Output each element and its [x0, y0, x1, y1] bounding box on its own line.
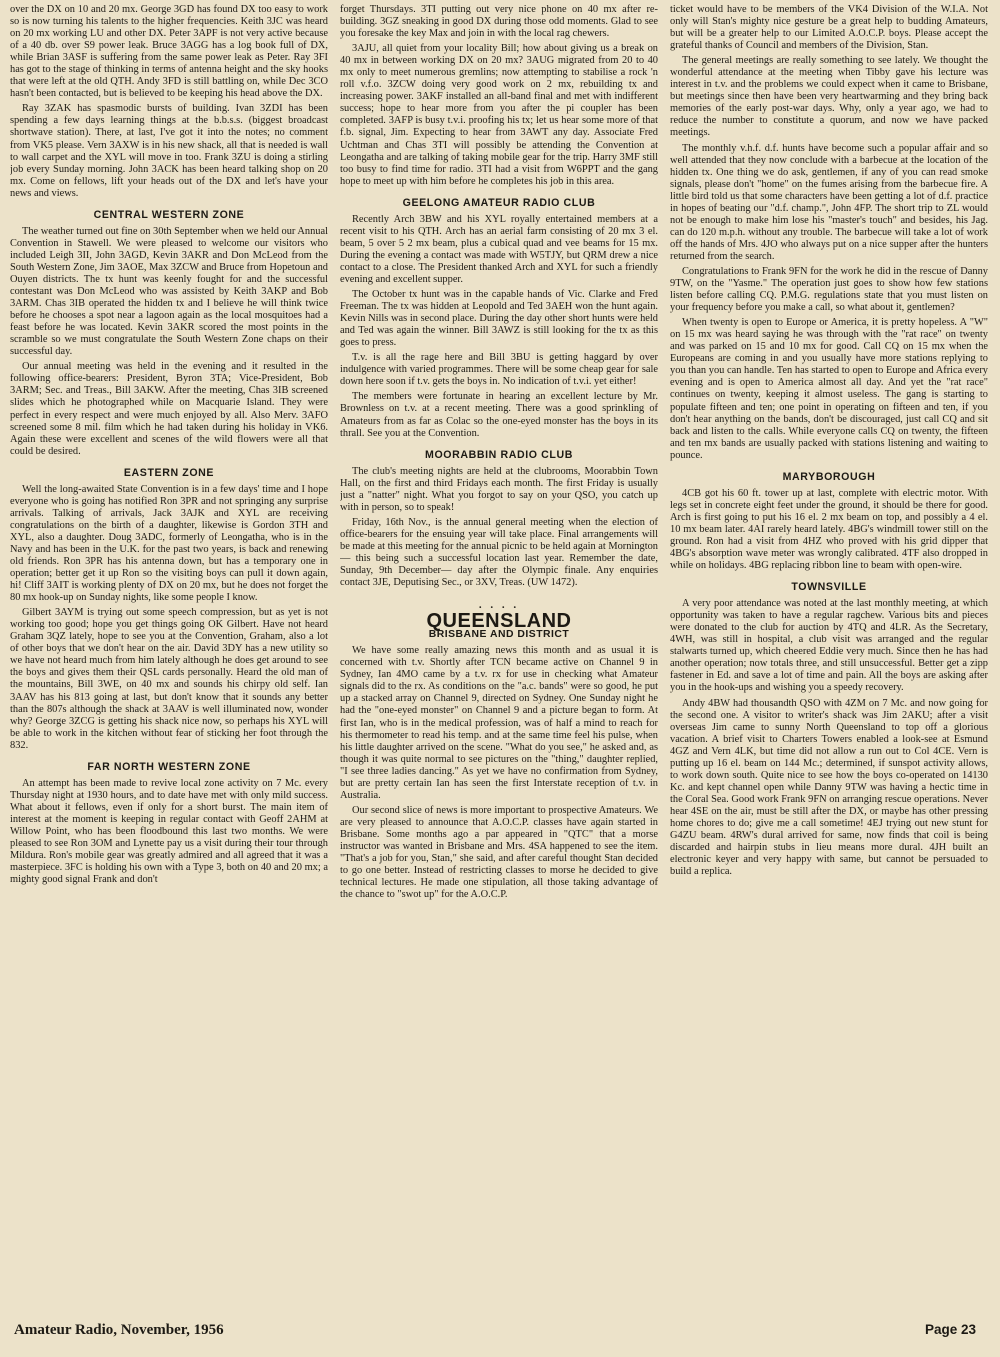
column-1 [10, 4, 328, 1304]
paragraph: Well the long-awaited State Convention is in a few days' time and I hope everyone who is going has notified Ron 3PR and not springing any surprise arrivals. Talking of arrivals, Jack 3AJK and XYL are receiving congratulations on the birth of a daughter, likewise is Gordon 3TH and XYL, also a daughter. Doug 3ADC, formerly of Leongatha, who is in the Navy and has been in the U.K. for the past two years, is back and renewing old friends. Ron 3PR has his antenna down, but has a temporary one in operation; better get it up Ron so the visiting boys can pull it down again, hi! Cliff 3AIT is working plenty of DX on 20 mx, but he does not forget the 80 mx hook-up on Sunday nights, like some people I know. [10, 483, 328, 604]
paragraph: Andy 4BW had thousandth QSO with 4ZM on 7 Mc. and now going for the second one. A visitor to writer's shack was Jim 2AKU; after a visit overseas Jim came to sunny North Queensland to top off a glorious vacation. A brief visit to Charters Towers enabled a look-see at Esmund 4GZ and Vern 4LK, but time did not allow a run out to Col 4CE. Vern is putting up 16 el. beam on 144 Mc.; determined, if sunspot activity allows, to work down south. Quite nice to see how the boys co-operated on 14130 Kc. and kept channel open while Danny 9TW was having a hectic time in the Coral Sea. Good work Frank 9FN on arranging rescue operations. Never hear 4SE on the air, must be still after the DX, or maybe has other pressing home chores to do; give me a call sometime! 4EJ trying out new stunt for G4ZU beam. 4RW's dural arrived for same, now finds that coil is being discarded and hairpin stubs in lieu means more dural. 4JH built an electronic keyer and very happy with same, but cannot be persuaded to build a replica. [670, 697, 988, 878]
subheading-brisbane-and-district: BRISBANE AND DISTRICT [428, 629, 570, 641]
paragraph: Gilbert 3AYM is trying out some speech compression, but as yet is not working too good; hope you get things going OK Gilbert. Have not heard Graham 3QZ lately, hope to see you at the Convention, Graham, also a lot of other boys that we don't hear on the air. David 3DY has a new utility so we have not heard much from him lately although he does get around to see the boys and gives them their QSL cards personally. Heard the old man of the mountains, Bill 3WE, on 40 mx and sounds his chirpy old self. Ian 3AAV has his 813 going at last, but don't know that it sounds any better than the 807s although the shack at 3AAV is well illuminated now, wonder why? George 3ZCG is getting his shack nice now, so perhaps his XYL will be able to work in the kitchen without fear of sticking her foot through the 832. [10, 607, 328, 751]
paragraph: Our annual meeting was held in the evening and it resulted in the following office-bearers: President, Byron 3TA; Vice-President, Bob 3ARM; Sec. and Treas., Bill 3AKW. After the meeting, Chas 3IB screened slides which he photographed while on Macquarie Island. They were perfect in every respect and were much enjoyed by all. Also Merv. 3AFO screened some 8 mil. film which he had taken during his holiday in VK6. Again these were excellent and scenes of the wild flowers were all that could be desired. [10, 361, 328, 457]
paragraph: The members were fortunate in hearing an excellent lecture by Mr. Brownless on t.v. at a recent meeting. There was a good sprinkling of Amateurs from as far as Colac so the one-eyed monster has the boys in its thrall. See you at the Convention. [340, 391, 658, 439]
paragraph: forget Thursdays. 3TI putting out very nice phone on 40 mx after re-building. 3GZ sneaking in good DX during those odd moments. Glad to see you foresake the key Max and join in with the local rag chewers. [340, 4, 658, 40]
paragraph: Friday, 16th Nov., is the annual general meeting when the election of office-bearers for the ensuing year will take place. Final arrangements will be made at this meeting for the annual picnic to be held again at Mornington— this being such a successful location last year. Remember the date, Sunday, 9th December— day after the Olympic finale. Any enquiries contact 3JE, Deputising Sec., or 3XV, Treas. (UW 1472). [340, 516, 658, 589]
paragraph: 3AJU, all quiet from your locality Bill; how about giving us a break on 40 mx in between working DX on 20 mx? 3AUG migrated from 20 to 40 mx only to meet numerous gremlins; now attempting to stabilise a rock 'n roll v.f.o. 3ZCW doing very good work on 2 mx, rebuilding tx and increasing power. 3AKF installed an all-band final and met with indifferent success; hope to hear more from you after the pi coupler has been completed. 3AFP is busy t.v.i. proofing his tx; let us hear some more of that f.b. signal, Jim. Expecting to hear from 3AWT any day. Associate Fred Uchtman and Chas 3TI will possibly be attending the Convention at Leongatha and are talking of taking mobile gear for the trip. Harry 3MF still too busy to find time for radio. 3TI had a visit from W6PPT and the gang hope to meet up with him before he completes his job in this area. [340, 43, 658, 187]
paragraph: The October tx hunt was in the capable hands of Vic. Clarke and Fred Freeman. The tx was hidden at Leopold and Ted 3AEH won the hunt again. Kevin Nills was in second place. During the day other short hunts were held and Ted was again the winner. Bill 3AWZ is still looking for the tx as this goes to press. [340, 289, 658, 349]
paragraph: The general meetings are really something to see lately. We thought the wonderful attendance at the meeting when Tibby gave his lecture was interest in t.v. and the problems we could expect when it came to Brisbane, but meetings since then have been very heartwarming and they bring back memories of the early post-war days. Why, only a year ago, we had to reduce the number to constitute a quorum, and now we have packed meetings. [670, 55, 988, 139]
paragraph: T.v. is all the rage here and Bill 3BU is getting haggard by over indulgence with varied programmes. There will be some cheap gear for sale down here soon if t.v. gets the boys in. No indication of t.v.i. yet either! [340, 352, 658, 388]
paragraph: The weather turned out fine on 30th September when we held our Annual Convention in Stawell. We were pleased to welcome our visitors who included Leigh 3II, John 3AGD, Kevin 3AKR and Don McLeod from the South Western Zone, Jim 3AOE, Max 3ZCW and Bruce from Hopetoun and Ouyen districts. The tx hunt was keenly fought for and the successful contestant was Don McLeod who was assisted by Keith 3AKP and Bob 3ARM. Chas 3IB operated the hidden tx and I believe he will think twice before he chooses a spot near a lagoon again as the local mosquitoes had a feast before he was located. Kevin 3AKR scored the most points in the scramble so we must congratulate the South Western Zone chaps on their successful day. [10, 225, 328, 358]
paragraph: When twenty is open to Europe or America, it is pretty hopeless. A "W" on 15 mx was heard saying he was through with the "rat race" on twenty and was parked on 15 and 10 mx for good. Call CQ on 15 mx when the Europeans are coming in and you usually have more stations replying to you than you can handle. Ten has started to open to Europe and Africa every evening and is open to America almost all day. And yet the "rat race" continues on twenty, keeping it almost useless. The gang is starting to populate fifteen and ten; one point in operating on fifteen and ten, if you don't hear anything on the bands, don't be discouraged, just call CQ and sit back and listen to the calls. While everyone calls CQ on twenty, the fifteen and ten mx bands are usually packed with stations listening and waiting to pounce. [670, 317, 988, 461]
page-number: Page 23 [924, 1322, 976, 1337]
section-divider: . . . . [478, 599, 520, 612]
column-3 [670, 4, 988, 1304]
paragraph: A very poor attendance was noted at the last monthly meeting, at which opportunity was taken to have a regular ragchew. Various bits and pieces were donated to the club for auction by 4TQ and 4LR. As the Secretary, 4WH, was still in hospital, a club visit was arranged and the regular stalwarts turned up, which cheered Eddie very much. Since then he has had another operation; now totals three, and still unsuccessful. Better get a zipp fastener in Ed. and save a lot of time and pain. All the boys are asking after you in the hook-ups and wishing you a speedy recovery. [670, 598, 988, 694]
paragraph: Our second slice of news is more important to prospective Amateurs. We are very pleased to announce that A.O.C.P. classes have again started in Brisbane. Some months ago a par appeared in "QTC" that a morse instructor was wanted in Brisbane and Mrs. 4SA happened to see the item. "That's a job for you, Stan," she said, and after careful thought Stan decided to go one better. Instead of restricting classes to morse he decided to give technical lectures. He made one stipulation, all those taking advantage of the chance to "swot up" for the A.O.C.P. [340, 804, 658, 901]
paragraph: ticket would have to be members of the VK4 Division of the W.I.A. Not only will Stan's mighty nice gesture be a great help to budding Amateurs, but will be a greater help to our Limited A.O.C.P. boys. Please accept the grateful thanks of Council and members of the Division, Stan. [670, 4, 988, 52]
paragraph: Recently Arch 3BW and his XYL royally entertained members at a recent visit to his QTH. Arch has an aerial farm consisting of 20 mx 3 el. beam, 5 over 5 2 mx beam, plus a cubical quad and vee beams for 15 mx. During the evening a contact was made with W5TJY, but QRM drew a nice contact to a close. The President thanked Arch and XYL for such a friendly evening and excellent supper. [340, 213, 658, 285]
section-heading-maryborough: MARYBOROUGH [782, 470, 876, 483]
section-heading-townsville: TOWNSVILLE [791, 581, 867, 594]
publication-line: Amateur Radio, November, 1956 [14, 1322, 224, 1338]
article-columns [10, 4, 994, 1304]
paragraph: We have some really amazing news this month and as usual it is concerned with t.v. Shortly after TCN became active on Channel 9 in Sydney, Ian 4MO came by a t.v. rx for use in checking what Amateur signals did to the rx. As conditions on the "a.c. bands" were so good, he put up a stacked array on Channel 9, directed on Sydney. One Sunday night he had the "one-eyed monster" on Channel 9 and a picture began to form. At first Ian, who is in the medical profession, was of half a mind to reach for his thermometer to read his temp. and at the same time feel his pulse, when his little daughter arrived on the scene. "What do you see," he asked and, as though it was quite normal to see pictures on the "thing," daughter replied, "I see three ladies dancing." As yet we have no confirmation from Sydney, but are pretty certain Ian has seen the first Interstate reception of t.v. in Australia. [340, 645, 658, 801]
section-heading-eastern-zone: EASTERN ZONE [123, 466, 215, 479]
paragraph: An attempt has been made to revive local zone activity on 7 Mc. every Thursday night at 1930 hours, and to date have met with only mild success. What about it fellows, even if only for a short burst. The main item of interest at the moment is keeping in regular contact with Geoff 2AHM at Willow Point, who has been floodbound this last two months. We were pleased to see Ron 3OM and Lynette pay us a visit during their tour through Mildura. Ron's mobile gear was greatly admired and all agreed that it was a masterpiece. 3FC is holding his own with a Type 3, both on 40 and 20 mx; a mighty good signal Frank and don't [10, 777, 328, 886]
section-heading-far-north-western-zone: FAR NORTH WESTERN ZONE [87, 760, 251, 773]
paragraph: The monthly v.h.f. d.f. hunts have become such a popular affair and so well attended that they now conclude with a barbecue at the location of the hidden tx. One thing we do ask, gentlemen, if any of you can read smoke signals, please don't "home" on the fumes arising from the barbecue fire. A little bird told us that some characters have been getting a lot of d.f. practice in hopes of beating our "d.f. champ.", John 4FP. The short trip to ZL would not be enough to make him lose his "master's touch" and besides, his Jag. can do 120 m.p.h. without any trouble. The barbecue will take a lot of work off the hands of Mrs. 4JO who always put on a nice supper after the hunters returned from the search. [670, 142, 988, 262]
paragraph: Ray 3ZAK has spasmodic bursts of building. Ivan 3ZDI has been spending a few days learning things at the b.b.s.s. (biggest broadcast shortwave station). There, at last, I've got it into the notes; no comment from VK5 please. Vern 3AXW is in his new shack, all that is needed is wall to wall carpet and the XYL will move in too. Frank 3ZU is doing a stirling job every Sunday morning. John 3ACK has been heard talking shop on 20 mx. Come on fellows, lift your heads out of the DX and let's have your news and views. [10, 103, 328, 199]
section-heading-central-western-zone: CENTRAL WESTERN ZONE [93, 208, 245, 221]
section-heading-moorabbin-radio-club: MOORABBIN RADIO CLUB [425, 448, 573, 461]
paragraph: The club's meeting nights are held at the clubrooms, Moorabbin Town Hall, on the first and third Fridays each month. The first Friday is usually just a "natter" night. What you forgot to say on your QSO, you catch up with in person, so to speak! [340, 465, 658, 513]
page-footer [14, 1322, 976, 1339]
paragraph: over the DX on 10 and 20 mx. George 3GD has found DX too easy to work so is now turning his talents to the higher frequencies. Keith 3JC was heard on 20 mx working LU and other DX. Peter 3APF is not very active because of a 40 db. over S9 power leak. Bruce 3AGG has a log book full of DX, while Brian 3ASF is suffering from the same power leak as Peter. Ray 3FI has got to the stage of thinking in terms of antenna height and the sky hooks that were left at the old QTH. Andy 3FD is still battling on, while Dec 3CO hasn't been contacted, but is believed to be keeping his head above the DX. [10, 4, 328, 100]
section-heading-geelong-amateur-radio-club: GEELONG AMATEUR RADIO CLUB [402, 196, 596, 209]
state-heading-queensland: QUEENSLAND [426, 610, 572, 633]
paragraph: 4CB got his 60 ft. tower up at last, complete with electric motor. With legs set in concrete eight feet under the ground, it should be there for good. Arch is first going to put his 16 el. 2 mx beam on top, and possibly a 4 el. 10 mx beam later. 4AI rarely heard lately. 4BG's windmill tower still on the ground. Ron had a visit from 4HZ who proved with his grid dipper that 4BG's absorption wave meter was wrongly calibrated. 4TF also dropped in while on holidays. 4BG replacing ribbon line to beam with open-wire. [670, 487, 988, 572]
column-2 [340, 4, 658, 1304]
paragraph: Congratulations to Frank 9FN for the work he did in the rescue of Danny 9TW, on the "Yasme." The operation just goes to show how few stations listen before calling CQ. P.M.G. regulations state that you must listen on your frequency before you make a call, so what about it, gentlemen? [670, 265, 988, 314]
